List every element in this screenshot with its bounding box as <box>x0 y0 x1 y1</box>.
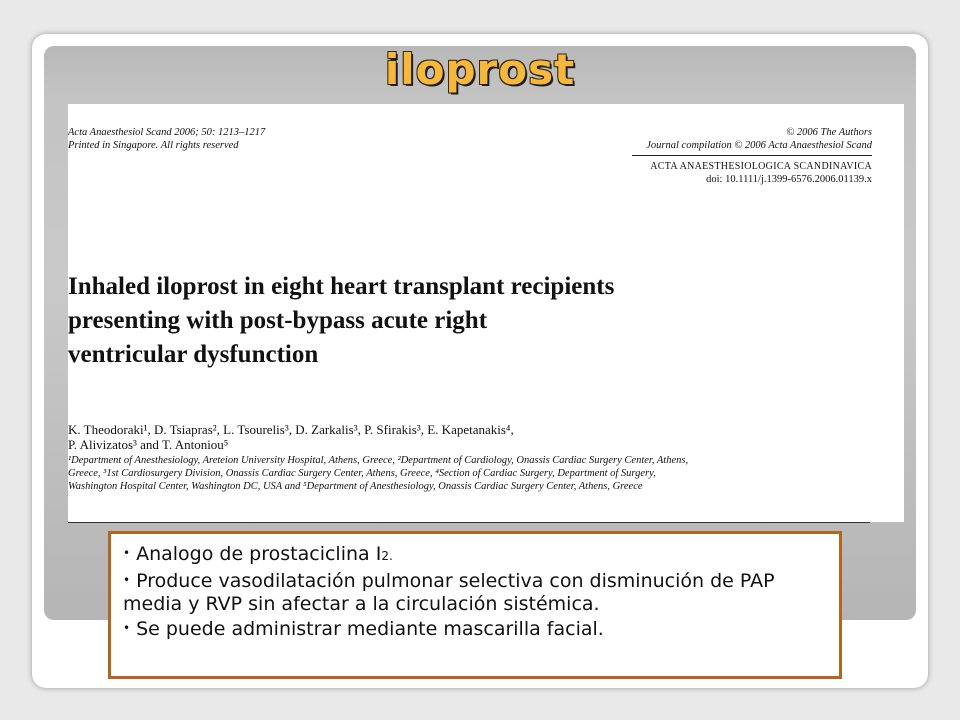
paper-title-line: presenting with post-bypass acute right <box>68 307 488 334</box>
bullet-subscript: 2. <box>381 549 393 563</box>
slide-title: iloprost <box>384 45 576 94</box>
affiliation-line: ¹Department of Anesthesiology, Areteion University Hospital, Athens, Greece, ²Department of Cardiology, Onassis Cardiac Surgery Center, Athens, <box>68 455 689 466</box>
authors-line: P. Alivizatos³ and T. Antoniou⁵ <box>68 437 229 452</box>
paper-title-line: ventricular dysfunction <box>68 341 319 368</box>
paper-title <box>68 270 808 372</box>
copyright-line: © 2006 The Authors <box>786 127 872 138</box>
bullet-dot-icon: • <box>123 546 131 560</box>
bullet-item <box>123 542 829 569</box>
journal-citation: Acta Anaesthesiol Scand 2006; 50: 1213–1217 <box>68 127 266 138</box>
bullet-dot-icon: • <box>123 620 131 635</box>
journal-name: ACTA ANAESTHESIOLOGICA SCANDINAVICA <box>650 161 872 172</box>
print-note: Printed in Singapore. All rights reserved <box>68 140 239 151</box>
bullet-item <box>123 617 829 642</box>
bullet-text: Produce vasodilatación pulmonar selectiva con disminución de PAP media y RVP sin afectar a la circulación sistémica. <box>123 569 775 615</box>
bullet-text: Analogo de prostaciclina I <box>136 543 382 565</box>
authors-line: K. Theodoraki¹, D. Tsiapras², L. Tsourelis³, D. Zarkalis³, P. Sfirakis³, E. Kapetanakis⁴, <box>68 422 514 437</box>
summary-box <box>108 531 842 679</box>
bullet-item <box>123 569 829 617</box>
paper-title-line: Inhaled iloprost in eight heart transplant recipients <box>68 273 615 300</box>
bullet-text: Se puede administrar mediante mascarilla facial. <box>136 617 604 640</box>
affiliation-line: Greece, ³1st Cardiosurgery Division, Onassis Cardiac Surgery Center, Athens, Greece, ⁴Section of Cardiac Surgery, Department of Surgery, <box>68 468 656 479</box>
paper-divider <box>68 522 870 523</box>
journal-info-block <box>632 126 872 186</box>
bullet-dot-icon: • <box>123 572 131 587</box>
journal-citation-block <box>68 126 265 152</box>
paper-header-image <box>68 104 904 522</box>
paper-affiliations <box>68 454 868 493</box>
journal-divider <box>632 155 872 156</box>
affiliation-line: Washington Hospital Center, Washington DC, USA and ⁵Department of Anesthesiology, Onassis Cardiac Surgery Center, Athens, Greece <box>68 481 643 492</box>
doi: doi: 10.1111/j.1399-6576.2006.01139.x <box>706 174 872 185</box>
compilation-line: Journal compilation © 2006 Acta Anaesthesiol Scand <box>646 140 872 151</box>
paper-authors <box>68 422 848 452</box>
